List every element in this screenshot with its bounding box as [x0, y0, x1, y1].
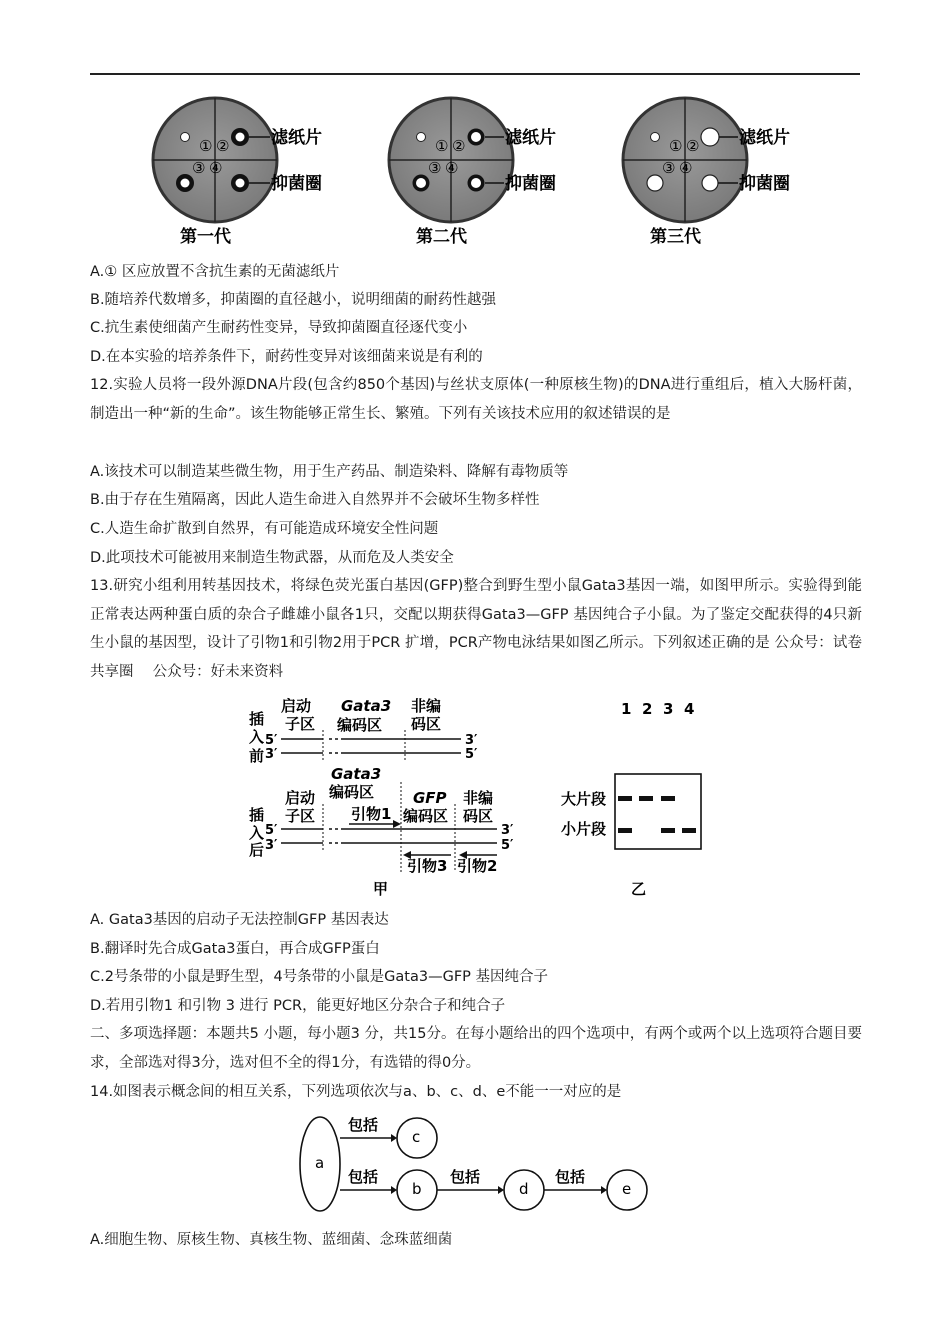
- q14-option-a: A.细胞生物、原核生物、真核生物、蓝细菌、念珠蓝细菌: [90, 1232, 453, 1248]
- band-lane1-large: [618, 796, 632, 801]
- inhibition-zone-label: 抑菌圈: [271, 174, 322, 194]
- svg-text:3′: 3′: [465, 733, 478, 748]
- band-lane3-large: [661, 796, 675, 801]
- svg-text:3′: 3′: [265, 747, 278, 762]
- q13-option-a: A. Gata3基因的启动子无法控制GFP 基因表达: [90, 912, 389, 928]
- svg-text:插: 插: [249, 710, 265, 728]
- filter-paper-label: 滤纸片: [739, 128, 790, 148]
- zone-1-label: ①: [435, 137, 449, 155]
- q12-option-b: B.由于存在生殖隔离，因此人造生命进入自然界并不会破坏生物多样性: [90, 492, 540, 508]
- zone-2-label: ②: [216, 137, 230, 155]
- q11-option-a: A.① 区应放置不含抗生素的无菌滤纸片: [90, 264, 340, 280]
- svg-text:入: 入: [249, 728, 265, 746]
- generation-3-title: 第三代: [650, 227, 701, 247]
- svg-text:编码区: 编码区: [337, 716, 383, 734]
- filter-paper-label: 滤纸片: [505, 128, 556, 148]
- svg-text:编码区: 编码区: [329, 783, 375, 801]
- large-fragment-label: 大片段: [561, 790, 607, 808]
- generation-1-title: 第一代: [180, 227, 231, 247]
- svg-text:码区: 码区: [411, 715, 442, 733]
- include-label: 包括: [348, 1168, 379, 1186]
- svg-text:3′: 3′: [501, 823, 514, 838]
- q11-option-b: B.随培养代数增多，抑菌圈的直径越小，说明细菌的耐药性越强: [90, 292, 497, 308]
- svg-text:5′: 5′: [265, 823, 278, 838]
- q13-option-c: C.2号条带的小鼠是野生型，4号条带的小鼠是Gata3—GFP 基因纯合子: [90, 969, 549, 985]
- q11-option-d: D.在本实验的培养条件下，耐药性变异对该细菌来说是有利的: [90, 349, 483, 365]
- svg-text:b: b: [412, 1180, 422, 1198]
- svg-text:入: 入: [249, 824, 265, 842]
- include-label: 包括: [450, 1168, 481, 1186]
- svg-text:非编: 非编: [411, 697, 442, 715]
- svg-text:子区: 子区: [285, 715, 316, 733]
- svg-text:非编: 非编: [463, 789, 494, 807]
- svg-text:1: 1: [621, 700, 632, 718]
- primer-3-label: 引物3: [407, 857, 448, 875]
- zone-4-label: ④: [209, 159, 223, 177]
- q13-stem: 13.研究小组利用转基因技术，将绿色荧光蛋白基因(GFP)整合到野生型小鼠Gata3基因一端，如图甲所示。实验得到能正常表达两种蛋白质的杂合子雌雄小鼠各1只，交配以期获得Gata3—GFP 基因纯合子小鼠。为了鉴定交配获得的4只新生小鼠的基因型，设计了引物1和引物2用于PCR 扩增，PCR产物电泳结果如图乙所示。下列叙述正确的是 公众号：试卷共享圈 公众号：好未来资料: [90, 578, 862, 680]
- q14-stem: 14.如图表示概念间的相互关系，下列选项依次与a、b、c、d、e不能一一对应的是: [90, 1084, 622, 1100]
- inhibition-zone-label: 抑菌圈: [739, 174, 790, 194]
- after-insertion-construct: [249, 765, 514, 898]
- gene-construct-figure: [245, 692, 715, 900]
- culture-plates-figure: [140, 90, 820, 250]
- svg-text:3: 3: [663, 700, 674, 718]
- svg-text:启动: 启动: [281, 697, 312, 715]
- svg-text:编码区: 编码区: [403, 807, 449, 825]
- svg-text:a: a: [315, 1154, 325, 1172]
- svg-text:码区: 码区: [463, 807, 494, 825]
- panel-a-label: 甲: [373, 880, 389, 898]
- zone-1-label: ①: [199, 137, 213, 155]
- primer-1-label: 引物1: [351, 805, 392, 823]
- panel-b-label: 乙: [631, 880, 647, 898]
- zone-4-label: ④: [445, 159, 459, 177]
- q12-option-c: C.人造生命扩散到自然界，有可能造成环境安全性问题: [90, 521, 439, 537]
- svg-text:c: c: [412, 1128, 421, 1146]
- zone-2-label: ②: [686, 137, 700, 155]
- include-label: 包括: [348, 1116, 379, 1134]
- plate-generation-3: [623, 98, 790, 247]
- gata3-label: Gata3: [331, 765, 382, 783]
- zone-2-label: ②: [452, 137, 466, 155]
- gfp-label: GFP: [413, 789, 447, 807]
- top-rule: [90, 73, 860, 75]
- generation-2-title: 第二代: [416, 227, 467, 247]
- q13-option-d: D.若用引物1 和引物 3 进行 PCR，能更好地区分杂合子和纯合子: [90, 998, 506, 1014]
- band-lane1-small: [618, 828, 632, 833]
- zone-4-label: ④: [679, 159, 693, 177]
- gata3-label: Gata3: [341, 697, 392, 715]
- inhibition-zone-label: 抑菌圈: [505, 174, 556, 194]
- q13-option-b: B.翻译时先合成Gata3蛋白，再合成GFP蛋白: [90, 941, 380, 957]
- filter-paper-label: 滤纸片: [271, 128, 322, 148]
- svg-text:5′: 5′: [265, 733, 278, 748]
- zone-3-label: ③: [662, 159, 676, 177]
- before-insertion-construct: [249, 697, 478, 765]
- q12-option-d: D.此项技术可能被用来制造生物武器，从而危及人类安全: [90, 550, 454, 566]
- primer-2-label: 引物2: [457, 857, 498, 875]
- svg-text:后: 后: [249, 841, 265, 859]
- zone-1-label: ①: [669, 137, 683, 155]
- svg-text:4: 4: [684, 700, 695, 718]
- q12-stem: 12.实验人员将一段外源DNA片段(包含约850个基因)与丝状支原体(一种原核生物)的DNA进行重组后，植入大肠杆菌，制造出一种“新的生命”。该生物能够正常生长、繁殖。下列有关该技术应用的叙述错误的是: [90, 377, 862, 422]
- svg-text:2: 2: [642, 700, 653, 718]
- svg-text:前: 前: [249, 747, 265, 765]
- svg-text:e: e: [622, 1180, 632, 1198]
- svg-text:插: 插: [249, 806, 265, 824]
- band-lane3-small: [661, 828, 675, 833]
- svg-text:子区: 子区: [285, 807, 316, 825]
- svg-text:启动: 启动: [285, 789, 316, 807]
- svg-text:5′: 5′: [501, 838, 514, 853]
- electrophoresis-gel: [561, 700, 701, 898]
- plate-generation-1: [153, 98, 322, 247]
- q12-option-a: A.该技术可以制造某些微生物，用于生产药品、制造染料、降解有毒物质等: [90, 464, 569, 480]
- plate-generation-2: [389, 98, 556, 247]
- small-fragment-label: 小片段: [561, 820, 607, 838]
- zone-3-label: ③: [428, 159, 442, 177]
- band-lane2-large: [639, 796, 653, 801]
- concept-relationship-figure: [296, 1110, 660, 1222]
- include-label: 包括: [555, 1168, 586, 1186]
- q11-option-c: C.抗生素使细菌产生耐药性变异，导致抑菌圈直径逐代变小: [90, 320, 468, 336]
- zone-3-label: ③: [192, 159, 206, 177]
- band-lane4-small: [682, 828, 696, 833]
- section-2-instructions: 二、多项选择题：本题共5 小题，每小题3 分，共15分。在每小题给出的四个选项中，有两个或两个以上选项符合题目要求，全部选对得3分，选对但不全的得1分，有选错的得0分。: [90, 1026, 862, 1071]
- svg-text:3′: 3′: [265, 838, 278, 853]
- svg-text:5′: 5′: [465, 747, 478, 762]
- svg-text:d: d: [519, 1180, 529, 1198]
